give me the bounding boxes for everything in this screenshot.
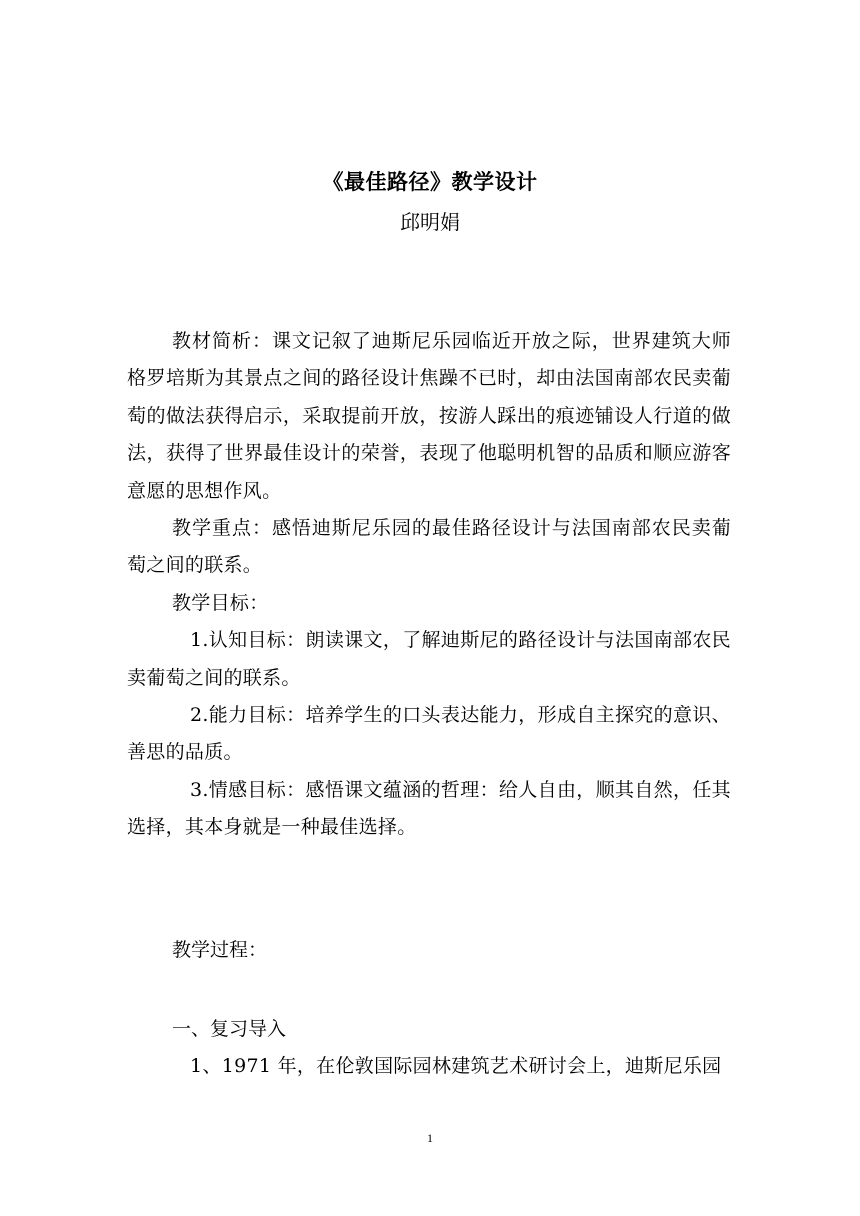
document-author: 邱明娟 — [400, 210, 460, 234]
document-title: 《最佳路径》教学设计 — [322, 169, 538, 194]
intro-body — [127, 323, 731, 847]
page-number: 1 — [427, 1131, 433, 1145]
cognitive-goal-paragraph: 1.认知目标：朗读课文，了解迪斯尼的路径设计与法国南部农民卖葡萄之间的联系。 — [127, 629, 731, 689]
section-1-body — [127, 1048, 731, 1085]
section-1-item-1: 1、1971 年，在伦敦国际园林建筑艺术研讨会上，迪斯尼乐园 — [190, 1055, 722, 1077]
emotional-goal-paragraph: 3.情感目标：感悟课文蕴涵的哲理：给人自由，顺其自然，任其选择，其本身就是一种最佳选择。 — [127, 778, 731, 839]
section-1-heading: 一、复习导入 — [172, 1018, 287, 1040]
teaching-process-heading: 教学过程： — [172, 939, 268, 961]
teaching-key-point-paragraph: 教学重点：感悟迪斯尼乐园的最佳路径设计与法国南部农民卖葡萄之间的联系。 — [127, 517, 731, 577]
ability-goal-paragraph: 2.能力目标：培养学生的口头表达能力，形成自主探究的意识、善思的品质。 — [127, 704, 731, 764]
teaching-goals-heading: 教学目标： — [172, 591, 269, 614]
textbook-analysis-paragraph: 教材简析：课文记叙了迪斯尼乐园临近开放之际，世界建筑大师格罗培斯为其景点之间的路径设计焦躁不已时，却由法国南部农民卖葡萄的做法获得启示，采取提前开放，按游人踩出的痕迹铺设人行道的做法，获得了世界最佳设计的荣誉，表现了他聪明机智的品质和顺应游客意愿的思想作风。 — [127, 330, 731, 502]
